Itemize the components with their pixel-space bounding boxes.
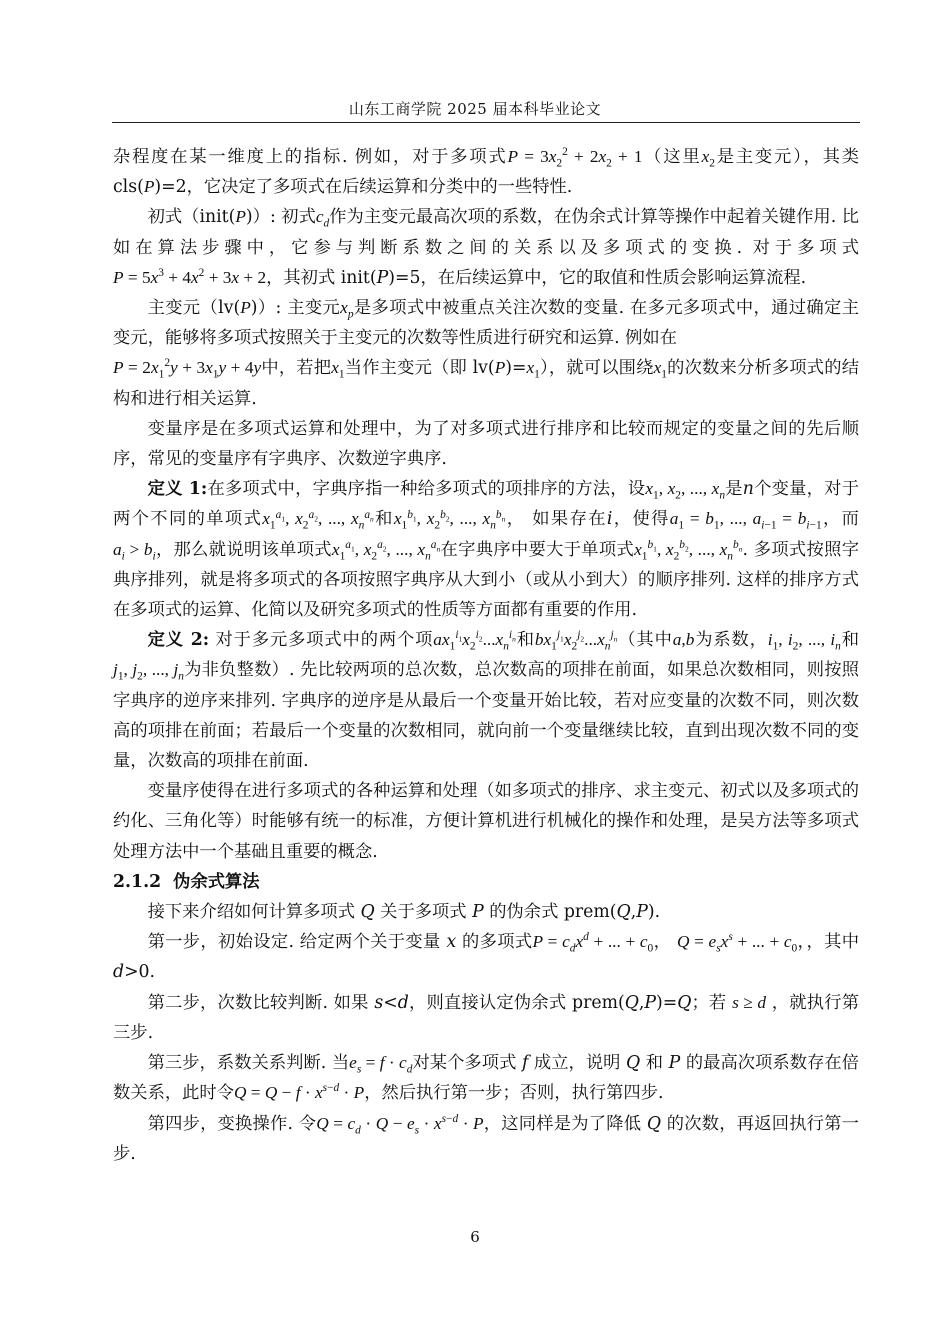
math-polynomial-q-def: $Q = e_sx^s$ + ... + $c_0$ — [677, 931, 798, 955]
page-number: 6 — [470, 1228, 480, 1246]
section-title: 伪余式算法 — [173, 871, 260, 892]
step-2: 第二步，次数比较判断. 如果 s<d，则直接认定伪余式 prem(Q,P)=Q；若 s ≥ d ，就执行第三步. — [113, 992, 859, 1043]
definition-1-label: 定义 1: — [147, 479, 208, 500]
math-polynomial-p-def: $P = c_dx^d$ + ... + $c_0$ — [532, 931, 654, 955]
math-polynomial-p-example: $P = 3x_2^2 + 2x_2 + 1$ — [507, 146, 643, 170]
math-x2: $x_2$ — [701, 147, 715, 170]
definition-2: 定义 2: 对于多元多项式中的两个项$ax_1^{i_1}x_2^{i_2}...x_n^{i_n}$和$bx_1^{j_1}x_2^{j_2}...x_n^{j_n}$（其中a,b为系数，$i_1$, $i_2$, ..., $i_n$和$j_1$, $j_2$, ..., $j_n$为非负整数）. 先比较两项的总次数，总次数高的项排在前面，如果总次数相同，则按照字典序的逆序来排列. 字典序的逆序是从最后一个变量开始比较，若对应变量的次数不同，则次数高的项排在前面；若最后一个变量的次数相同，就向前一个变量继续比较，直到出现次数不同的变量，次数高的项排在前面. — [113, 629, 859, 772]
step-1: 第一步，初始设定. 给定两个关于变量 x 的多项式$P = c_dx^d$ + ... + $c_0$， $Q = e_sx^s$ + ... + $c_0$，，其中d>0. — [113, 931, 860, 983]
paragraph-initial: 初式（init(P)）: 初式$c_d$作为主变元最高次项的系数，在伪余式计算等操作中起着关键作用. 比如在算法步骤中，它参与判断系数之间的关系以及多项式的变换. 对于多项式$P = 5x^3 + 4x^2 + 3x + 2$，其初式 init(P)=5，在后续运算中，它的取值和性质会影响运算流程. — [113, 207, 859, 288]
paragraph-cls-example: 杂程度在某一维度上的指标. 例如，对于多项式$P = 3x_2^2 + 2x_2 + 1$（这里$x_2$是主变元），其类cls(P)=2，它决定了多项式在后续运算和分类中的一些特性. — [113, 146, 859, 198]
section-number: 2.1.2 — [113, 871, 162, 892]
section-heading — [113, 867, 859, 897]
step-3: 第三步，系数关系判断. 当$e_s = f \cdot c_d$对某个多项式 f 成立，说明 Q 和 P 的最高次项系数存在倍数关系，此时令$Q = Q - f \cdot x^{s-d} \cdot P$，然后执行第一步；否则，执行第四步. — [113, 1053, 859, 1104]
math-polynomial-init-example: $P = 5x^3 + 4x^2 + 3x + 2$ — [113, 267, 267, 287]
header-rule — [112, 122, 860, 123]
paragraph-main-variable: 主变元（lv(P)）: 主变元$x_p$是多项式中被重点关注次数的变量. 在多元多项式中，通过确定主变元，能够将多项式按照关于主变元的次数等性质进行研究和运算. 例如在 $P = 2x_1^2y + 3x_1y + 4y$中，若把$x_1$当作主变元（即 $lv(P)=x_1$），就可以围绕$x_1$的次数来分析多项式的结构和进行相关运算. — [113, 298, 860, 409]
math-polynomial-lv-example: $P = 2x_1^2y + 3x_1y + 4y$ — [113, 357, 262, 381]
step-4: 第四步，变换操作. 令$Q = c_d \cdot Q - e_s \cdot x^{s-d} \cdot P$，这同样是为了降低 Q 的次数，再返回执行第一步. — [113, 1112, 859, 1164]
running-header: 山东工商学院 2025 届本科毕业论文 — [348, 100, 602, 118]
math-q-update-1: $Q = Q - f \cdot x^{s-d} \cdot P$ — [233, 1082, 365, 1103]
definition-1: 定义 1:在多项式中，字典序指一种给多项式的项排序的方法，设$x_1$, $x_2$, ..., $x_n$是n个变量，对于两个不同的单项式$x_1^{a_1}$, $x_2^{a_2}$, ..., $x_n^{a_n}$和$x_1^{b_1}$, $x_2^{b_2}$, ..., $x_n^{b_n}$， 如果存在i，使得$a_1 = b_1$, ..., $a_{i-1} = b_{i-1}$，而$a_i > b_i$，那么就说明该单项式$x_1^{a_1}$, $x_2^{a_2}$, ..., $x_n^{a_n}$在字典序中要大于单项式$x_1^{b_1}$, $x_2^{b_2}$, ..., $x_n^{b_n}$. 多项式按照字典序排列，就是将多项式的各项按照字典序从大到小（或从小到大）的顺序排列. 这样的排序方式在多项式的运算、化简以及研究多项式的性质等方面都有重要的作用. — [113, 479, 859, 621]
definition-2-label: 定义 2: — [147, 630, 210, 651]
math-cd: $c_d$ — [315, 207, 330, 230]
paragraph-variable-order-summary: 变量序使得在进行多项式的各种运算和处理（如多项式的排序、求主变元、初式以及多项式的约化、三角化等）时能够有统一的标准，方便计算机进行机械化的操作和处理，是吴方法等多项式处理方法中一个基础且重要的概念. — [113, 781, 859, 862]
page-body — [113, 142, 859, 1169]
paragraph-variable-order: 变量序是在多项式运算和处理中，为了对多项式进行排序和比较而规定的变量之间的先后顺序，常见的变量序有字典序、次数逆字典序. — [113, 418, 859, 470]
math-es-condition: $e_s = f \cdot c_d$ — [349, 1053, 413, 1076]
math-xp: $x_p$ — [340, 298, 354, 321]
paragraph-prem-intro: 接下来介绍如何计算多项式 Q 关于多项式 P 的伪余式 prem(Q,P). — [147, 902, 661, 923]
math-q-update-2: $Q = c_d \cdot Q - e_s \cdot x^{s-d} \cdot P$ — [316, 1112, 484, 1136]
